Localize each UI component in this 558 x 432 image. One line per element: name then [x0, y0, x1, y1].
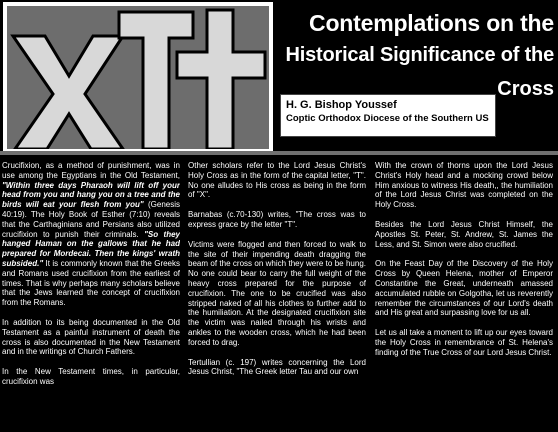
article-column-2	[188, 161, 366, 432]
logo-frame	[3, 2, 273, 153]
article-paragraph	[375, 328, 553, 357]
article-paragraph	[375, 259, 553, 318]
scripture-quote: "Within three days Pharaoh will lift off your head from you and hang you on a tree and the birds will eat your flesh from you"	[2, 180, 180, 210]
article-column-1	[2, 161, 180, 432]
article-paragraph	[188, 358, 366, 378]
title-line-1: Contemplations on the	[309, 10, 554, 36]
author-name: H. G. Bishop Youssef	[286, 99, 397, 111]
paragraph-text: In addition to its being documented in the Old Testament as a painful instrument of death the cross is also documented in the New Testament and in the writings of Church Fathers.	[2, 317, 180, 357]
paragraph-text: Victims were flogged and then forced to walk to the site of their impending death dragging the beam of the cross on which they were to be hung. No one could bear to carry the full weight of the heavy cross prepared for the purpose of crucifixion. The one to be crucified was also stripped naked of all his clothes to further add to the humiliation. At the designated crucifixion site the victim was nailed through his wrists and ankles to the wooden cross, which he had been forced to drag.	[188, 239, 366, 347]
article-paragraph	[188, 240, 366, 348]
article-column-3	[375, 161, 553, 432]
paragraph-text: Other scholars refer to the Lord Jesus Christ's Holy Cross as in the form of the capital letter, "T". No one alludes to His cross as being in the form of "X".	[188, 161, 366, 200]
article-paragraph	[188, 161, 366, 200]
article-paragraph	[2, 318, 180, 357]
paragraph-text: (Genesis 40:19). The Holy Book of Esther (7:10) reveals that the Carthaginians and Persians also utilized crucifixion to punish their criminals.	[2, 200, 180, 239]
article-paragraph	[2, 367, 180, 387]
logo-panel	[7, 6, 269, 149]
article-paragraph	[188, 210, 366, 230]
paragraph-text: With the crown of thorns upon the Lord Jesus Christ's Holy head and a mocking crowd below Him anxious to witness His death,, the humiliation of the Lord Jesus Christ was completed on the Holy Cross.	[375, 161, 553, 210]
title-line-2: Historical Significance of the	[285, 44, 554, 66]
paragraph-text: On the Feast Day of the Discovery of the Holy Cross by Queen Helena, mother of Emperor Constantine the Great, underneath amassed accumulated rubble on Golgotha, let us reverently remember the circumstances of our Lord's death and His great and surpassing love for us all.	[375, 259, 553, 318]
scripture-quote: "So they hanged Haman on the gallows that he had prepared for Mordecai. Then the kings' wrath subsided."	[2, 229, 180, 268]
header-divider	[0, 151, 558, 155]
cross-logo	[7, 6, 269, 149]
paragraph-text: It is commonly known that the Greeks and Romans used crucifixion from the earliest of times. That is why perhaps many scholars believe that the Jews learned the concept of crucifixion from the Romans.	[2, 258, 180, 308]
paragraph-text: Tertullian (c. 197) writes concerning the Lord Jesus Christ, "The Greek letter Tau and our own	[188, 357, 366, 377]
title-line-3: Cross	[497, 78, 554, 100]
article-paragraph	[375, 161, 553, 210]
paragraph-text: Barnabas (c.70-130) writes, "The cross was to express grace by the letter "T".	[188, 210, 366, 229]
paragraph-text: In the New Testament times, in particular, crucifixion was	[2, 367, 180, 386]
author-box	[280, 94, 496, 137]
paragraph-text: Besides the Lord Jesus Christ Himself, the Apostles St. Peter, St. Andrew, St. James the Less, and St. Simon were also crucified.	[375, 219, 553, 249]
article-paragraph	[375, 220, 553, 249]
author-diocese: Coptic Orthodox Diocese of the Southern US	[286, 113, 489, 124]
paragraph-text: Let us all take a moment to lift up our eyes toward the Holy Cross in remembrance of St. Helena's finding of the True Cross of our Lord Jesus Christ.	[375, 328, 553, 357]
article-paragraph	[2, 161, 180, 308]
paragraph-text: Crucifixion, as a method of punishment, was in use among the Egyptians in the Old Testament,	[2, 161, 180, 180]
